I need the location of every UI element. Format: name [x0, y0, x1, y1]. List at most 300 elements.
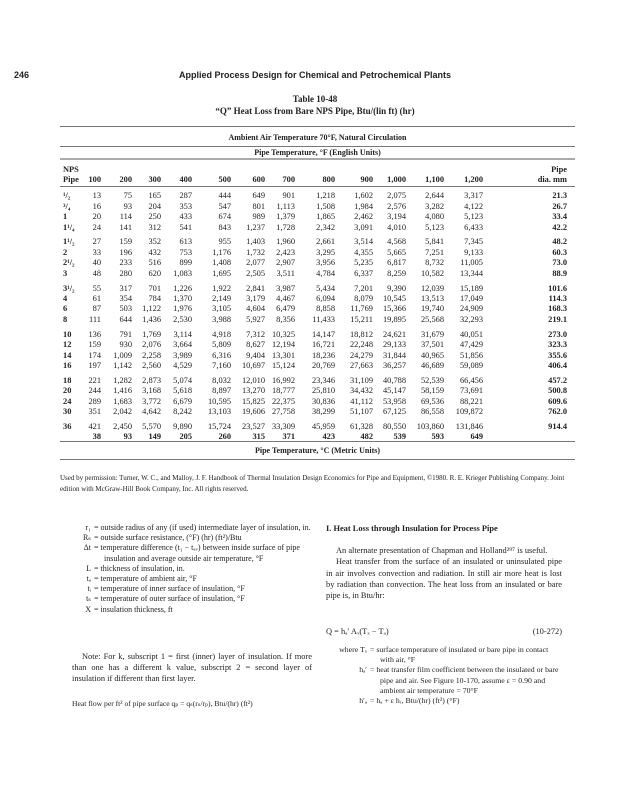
heat-loss-value: 24,279 [349, 350, 373, 360]
nps-size: 2¹/₂ [63, 258, 75, 268]
heat-loss-value: 899 [179, 258, 192, 268]
table-row [60, 248, 575, 258]
running-head: Applied Process Design for Chemical and Petrochemical Plants [178, 70, 452, 80]
definition [74, 594, 314, 604]
table-row [60, 417, 575, 432]
heat-loss-value: 8,897 [212, 386, 231, 396]
heat-loss-value: 1,922 [212, 283, 231, 293]
heat-loss-value: 674 [218, 212, 231, 222]
heat-loss-value: 103,860 [416, 421, 444, 431]
nps-size: 30 [63, 407, 72, 417]
heat-loss-value: 93 [123, 201, 132, 211]
heat-loss-value: 5,570 [142, 421, 161, 431]
equation-body: Q = hₐ′ Aₓ(Tₓ − Tₐ) [326, 627, 389, 636]
heat-loss-value: 3,194 [387, 212, 406, 222]
pipe-diameter: 273.0 [548, 329, 567, 339]
heat-loss-value: 66,456 [459, 375, 483, 385]
heat-loss-value: 18,812 [349, 329, 373, 339]
heat-loss-value: 10,697 [241, 360, 265, 370]
heat-loss-value: 4,529 [173, 360, 192, 370]
heat-loss-value: 88,221 [459, 396, 483, 406]
heat-loss-value: 1,142 [113, 360, 132, 370]
pipe-diameter: 26.7 [552, 201, 567, 211]
heat-loss-value: 10,325 [271, 329, 295, 339]
heat-loss-value: 5,809 [212, 340, 231, 350]
symbol: r₁ [85, 523, 91, 532]
definition-text: = temperature of ambient air, °F [94, 574, 197, 584]
heat-loss-value: 24,621 [382, 329, 406, 339]
heat-loss-value: 3,664 [173, 340, 192, 350]
heat-loss-value: 7,345 [464, 237, 483, 247]
metric-temperature: 371 [282, 432, 295, 442]
empty-cell [88, 165, 101, 175]
empty-cell [335, 165, 373, 175]
heat-loss-value: 165 [148, 191, 161, 201]
heat-loss-value: 46,689 [420, 360, 444, 370]
symbol: hₐ′ [359, 665, 367, 675]
heat-loss-value: 14,147 [311, 329, 335, 339]
heat-loss-value: 45,147 [382, 386, 406, 396]
empty-cell [132, 165, 161, 175]
heat-loss-value: 6,337 [354, 268, 373, 278]
heat-loss-value: 753 [179, 247, 192, 257]
table-condition: Ambient Air Temperature 70°F, Natural Circulation [228, 133, 407, 142]
heat-loss-value: 1,695 [212, 268, 231, 278]
heat-loss-value: 1,769 [142, 329, 161, 339]
symbol: tₐ [86, 574, 91, 584]
heat-loss-value: 19,606 [241, 407, 265, 417]
heat-loss-value: 1,113 [276, 201, 295, 211]
heat-loss-value: 620 [148, 268, 161, 278]
pipe-diameter: 21.3 [552, 191, 567, 201]
heat-loss-value: 31,679 [420, 329, 444, 339]
empty-cell [373, 165, 406, 175]
heat-loss-value: 12,039 [420, 283, 444, 293]
heat-loss-value: 10,595 [207, 396, 231, 406]
heat-loss-value: 1,083 [173, 268, 192, 278]
heat-loss-value: 12,194 [271, 340, 295, 350]
heat-loss-value: 1,408 [212, 258, 231, 268]
symbol: tₛ [86, 594, 91, 604]
nps-size: 3 [63, 268, 68, 278]
heat-loss-value: 204 [148, 201, 161, 211]
heat-loss-value: 36,257 [382, 360, 406, 370]
heat-loss-value: 2,530 [173, 314, 192, 324]
heat-loss-value: 12,010 [241, 375, 265, 385]
heat-loss-value: 221 [88, 375, 101, 385]
column-header: Pipe [551, 165, 567, 174]
heat-loss-value: 16 [92, 201, 101, 211]
header-row [60, 175, 575, 186]
heat-loss-value: 7,201 [354, 283, 373, 293]
nps-size: 3¹/₂ [63, 283, 75, 293]
heat-loss-value: 41,112 [350, 396, 373, 406]
heat-loss-value: 7,312 [246, 329, 265, 339]
heat-flow-formula: Heat flow per ft² of pipe surface qₚ = qₛ(rₛ/rₚ), Btu/(hr) (ft²) [72, 699, 253, 708]
heat-loss-value: 31,844 [382, 350, 406, 360]
heat-loss-value: 4,080 [425, 212, 444, 222]
symbol: tᵢ [87, 584, 91, 594]
nps-size: 20 [63, 386, 72, 396]
heat-loss-value: 3,179 [246, 293, 265, 303]
definition [74, 584, 314, 594]
heat-loss-value: 24 [92, 222, 101, 232]
heat-loss-value: 13,344 [459, 268, 483, 278]
pipe-diameter: 42.2 [552, 222, 567, 232]
heat-loss-value: 6,094 [316, 293, 335, 303]
heat-loss-value: 2,907 [276, 258, 295, 268]
heat-loss-value: 1,403 [246, 237, 265, 247]
heat-loss-value: 67,125 [382, 407, 406, 417]
nps-size: 16 [63, 360, 72, 370]
table-row [60, 279, 575, 294]
heat-loss-value: 15,189 [459, 283, 483, 293]
column-header: 100 [88, 175, 101, 185]
heat-loss-value: 5,927 [246, 314, 265, 324]
heat-loss-value: 15,124 [271, 360, 295, 370]
pipe-diameter: 33.4 [552, 212, 567, 222]
heat-loss-value: 351 [88, 407, 101, 417]
nps-size: 36 [63, 421, 72, 431]
definition-text: = outside surface resistance, (°F) (hr) (ft²)/Btu [94, 533, 242, 543]
heat-loss-value: 59,089 [459, 360, 483, 370]
heat-loss-value: 2,342 [316, 222, 335, 232]
heat-loss-value: 1,282 [113, 375, 132, 385]
heat-loss-value: 6,679 [173, 396, 192, 406]
heat-loss-value: 5,618 [173, 386, 192, 396]
heat-loss-value: 2,076 [142, 340, 161, 350]
heat-loss-value: 1,508 [316, 201, 335, 211]
heat-loss-value: 1,370 [173, 293, 192, 303]
heat-loss-value: 644 [119, 314, 132, 324]
heat-loss-value: 55 [92, 283, 101, 293]
heat-loss-value: 244 [88, 386, 101, 396]
heat-loss-value: 2,841 [246, 283, 265, 293]
metric-temperature: 315 [252, 432, 265, 442]
nps-size: 1¹/₄ [63, 222, 75, 232]
heat-loss-value: 20,769 [311, 360, 335, 370]
heat-loss-value: 5,235 [354, 258, 373, 268]
heat-loss-value: 159 [88, 340, 101, 350]
definition-text: = heat transfer film coefficient between the insulated or bare pipe and air. See Figure 10-170, assume ε = 0.90 and ambient air temperature = 70°F [370, 665, 559, 695]
heat-loss-value: 516 [148, 258, 161, 268]
heat-loss-value: 2,661 [316, 237, 335, 247]
divider [60, 158, 575, 160]
heat-loss-value: 5,123 [425, 222, 444, 232]
heat-loss-value: 801 [252, 201, 265, 211]
heat-loss-value: 5,074 [173, 375, 192, 385]
nps-size: 18 [63, 375, 72, 385]
column-header: Pipe [63, 175, 79, 185]
metric-temperature: 593 [431, 432, 444, 442]
column-header: 1,200 [464, 175, 483, 185]
nps-size: 12 [63, 340, 72, 350]
metric-units-header: Pipe Temperature, °C (Metric Units) [254, 446, 381, 455]
heat-loss-value: 11,769 [350, 304, 373, 314]
empty-cell [295, 165, 335, 175]
definition [306, 665, 562, 696]
pipe-diameter: 457.2 [548, 375, 567, 385]
heat-loss-value: 109,872 [455, 407, 483, 417]
heat-loss-value: 2,644 [425, 191, 444, 201]
heat-loss-value: 6,817 [387, 258, 406, 268]
heat-loss-value: 58,159 [420, 386, 444, 396]
heat-loss-value: 6,316 [212, 350, 231, 360]
heat-loss-value: 4,467 [276, 293, 295, 303]
heat-loss-value: 1,436 [142, 314, 161, 324]
heat-loss-value: 444 [218, 191, 231, 201]
pipe-diameter: 914.4 [548, 421, 567, 431]
heat-loss-value: 33,309 [271, 421, 295, 431]
heat-loss-value: 3,317 [464, 191, 483, 201]
pipe-diameter: 355.6 [548, 350, 567, 360]
heat-loss-value: 9,404 [246, 350, 265, 360]
pipe-diameter: 114.3 [548, 293, 567, 303]
definition [306, 696, 562, 706]
table-row [60, 315, 575, 325]
equation-number: (10-272) [532, 627, 562, 636]
definition-text: = outside radius of any (if used) intermediate layer of insulation, in. [94, 523, 311, 532]
empty-cell [231, 165, 265, 175]
heat-loss-value: 1,237 [246, 222, 265, 232]
table-row [60, 407, 575, 417]
heat-loss-value: 5,123 [464, 212, 483, 222]
heat-loss-value: 17,049 [459, 293, 483, 303]
heat-loss-value: 8,356 [276, 314, 295, 324]
heat-loss-value: 503 [119, 304, 132, 314]
heat-loss-value: 1,379 [276, 212, 295, 222]
definition-text: = temperature difference (t₁ − tₐᵥ) between inside surface of pipe insulation and average outside air temperature, °F [94, 543, 300, 563]
heat-loss-value: 4,918 [212, 329, 231, 339]
table-row [60, 361, 575, 371]
english-units-header: Pipe Temperature, °F (English Units) [254, 148, 381, 157]
divider [60, 146, 575, 147]
metric-temperature: 482 [360, 432, 373, 442]
table-title: “Q” Heat Loss from Bare NPS Pipe, Btu/(lin ft) (hr) [215, 106, 415, 116]
heat-loss-value: 3,168 [142, 386, 161, 396]
heat-loss-value: 317 [119, 283, 132, 293]
heat-loss-value: 40,788 [382, 375, 406, 385]
paragraph: Heat transfer from the surface of an insulated or uninsulated pipe in air involves convection and radiation. In still air more heat is lost by radiation than convection. The heat loss from an insulated or bare pipe is, in Btu/hr: [326, 557, 562, 601]
heat-loss-value: 791 [119, 329, 132, 339]
pipe-diameter: 60.3 [552, 247, 567, 257]
heat-loss-value: 3,105 [212, 304, 231, 314]
heat-loss-value: 1,176 [212, 247, 231, 257]
heat-loss-value: 23,527 [241, 421, 265, 431]
heat-loss-value: 4,122 [464, 201, 483, 211]
heat-loss-value: 11,005 [460, 258, 483, 268]
heat-loss-value: 8,858 [316, 304, 335, 314]
heat-loss-value: 37,501 [420, 340, 444, 350]
heat-loss-value: 353 [179, 201, 192, 211]
heat-loss-value: 7,160 [212, 360, 231, 370]
nps-size: 4 [63, 293, 68, 303]
heat-loss-value: 5,841 [425, 237, 444, 247]
definition [74, 533, 314, 543]
heat-loss-value: 2,560 [142, 360, 161, 370]
heat-loss-value: 32,293 [459, 314, 483, 324]
nps-size: ¹/₂ [63, 191, 71, 201]
symbol-definitions [74, 523, 314, 615]
heat-loss-value: 8,259 [387, 268, 406, 278]
header-row [60, 165, 575, 175]
heat-loss-value: 5,434 [316, 283, 335, 293]
heat-loss-value: 4,604 [246, 304, 265, 314]
heat-loss-value: 3,511 [276, 268, 295, 278]
divider [60, 126, 575, 127]
heat-loss-value: 27 [92, 237, 101, 247]
equation [326, 627, 562, 636]
heat-loss-value: 16,992 [271, 375, 295, 385]
heat-loss-value: 136 [88, 329, 101, 339]
column-header: NPS [63, 165, 79, 174]
heat-loss-value: 9,390 [387, 283, 406, 293]
heat-loss-value: 613 [179, 237, 192, 247]
empty-cell [406, 165, 444, 175]
heat-loss-value: 312 [148, 222, 161, 232]
heat-loss-value: 2,149 [212, 293, 231, 303]
nps-size: 24 [63, 396, 72, 406]
definition [74, 605, 314, 615]
heat-loss-value: 2,576 [387, 201, 406, 211]
heat-loss-value: 2,258 [142, 350, 161, 360]
heat-loss-value: 10,545 [382, 293, 406, 303]
table-row [60, 202, 575, 212]
divider [60, 459, 575, 460]
heat-loss-value: 61,328 [349, 421, 373, 431]
heat-loss-value: 114 [119, 212, 132, 222]
heat-loss-value: 2,075 [387, 191, 406, 201]
pipe-diameter: 88.9 [552, 268, 567, 278]
table-row [60, 351, 575, 361]
symbol: X [85, 604, 91, 614]
metric-temperature: 93 [123, 432, 132, 442]
table-row [60, 386, 575, 396]
symbol: h′ₐ [359, 696, 367, 706]
heat-loss-value: 4,568 [387, 237, 406, 247]
heat-loss-value: 8,032 [212, 375, 231, 385]
heat-loss-value: 18,236 [311, 350, 335, 360]
heat-loss-value: 141 [119, 222, 132, 232]
heat-loss-value: 989 [252, 212, 265, 222]
heat-loss-value: 8,627 [246, 340, 265, 350]
heat-loss-value: 18,777 [271, 386, 295, 396]
heat-loss-value: 174 [88, 350, 101, 360]
heat-loss-value: 1,984 [354, 201, 373, 211]
heat-loss-value: 6,433 [464, 222, 483, 232]
table-row [60, 212, 575, 222]
heat-loss-value: 901 [282, 191, 295, 201]
heat-loss-value: 48 [92, 268, 101, 278]
heat-loss-value: 13,270 [241, 386, 265, 396]
heat-loss-value: 15,724 [207, 421, 231, 431]
empty-cell [444, 165, 483, 175]
heat-loss-value: 10,582 [420, 268, 444, 278]
heat-loss-value: 1,732 [246, 247, 265, 257]
heat-loss-value: 432 [148, 247, 161, 257]
nps-size: 1¹/₂ [63, 237, 75, 247]
divider [60, 441, 575, 442]
definition [74, 523, 314, 533]
heat-loss-value: 250 [148, 212, 161, 222]
heat-loss-value: 8,242 [173, 407, 192, 417]
heat-loss-value: 3,988 [212, 314, 231, 324]
definition-text: = hₐ + ε hᵣ, Btu/(hr) (ft²) (°F) [370, 696, 460, 706]
heat-loss-value: 13 [92, 191, 101, 201]
heat-loss-value: 19,895 [382, 314, 406, 324]
definition [74, 564, 314, 574]
metric-temperature: 423 [322, 432, 335, 442]
heat-loss-value: 197 [88, 360, 101, 370]
column-header: 700 [282, 175, 295, 185]
heat-loss-value: 1,865 [316, 212, 335, 222]
heat-loss-value: 3,989 [173, 350, 192, 360]
table-row [60, 269, 575, 279]
page-number: 246 [14, 70, 30, 80]
heat-loss-value: 1,728 [276, 222, 295, 232]
heat-loss-value: 15,825 [241, 396, 265, 406]
metric-temperature: 149 [148, 432, 161, 442]
heat-loss-value: 61 [92, 293, 101, 303]
heat-loss-value: 45,959 [311, 421, 335, 431]
table-row [60, 304, 575, 314]
nps-size: 2 [63, 247, 68, 257]
heat-loss-value: 2,505 [246, 268, 265, 278]
heat-loss-value: 16,721 [311, 340, 335, 350]
heat-loss-value: 3,956 [316, 258, 335, 268]
column-header: 800 [322, 175, 335, 185]
heat-loss-value: 3,114 [173, 329, 192, 339]
nps-size: ³/₄ [63, 201, 71, 211]
nps-size: 1 [63, 212, 68, 222]
source-credit: Used by permission: Turner, W. C., and Malloy, J. F. Handbook of Thermal Insulation Design Economics for Pipe and Equipment, ©1980. R. E. Krieger Publishing Company. Joint edition with McGraw-Hill Book Company, Inc. All rights reserved. [60, 474, 565, 493]
table-row [60, 340, 575, 350]
pipe-diameter: 168.3 [548, 304, 567, 314]
heat-loss-value: 8,732 [425, 258, 444, 268]
column-header: 900 [360, 175, 373, 185]
heat-loss-value: 547 [218, 201, 231, 211]
empty-cell [192, 165, 231, 175]
symbol: Rₛ [82, 533, 91, 543]
heat-loss-value: 3,514 [354, 237, 373, 247]
definition [74, 543, 314, 563]
heat-loss-value: 86,558 [420, 407, 444, 417]
nps-size: 6 [63, 304, 68, 314]
heat-loss-value: 1,009 [113, 350, 132, 360]
pipe-diameter: 609.6 [548, 396, 567, 406]
metric-temperature: 649 [470, 432, 483, 442]
heat-loss-value: 131,846 [455, 421, 483, 431]
section-heading: I. Heat Loss through Insulation for Process Pipe [326, 524, 498, 533]
heat-loss-value: 433 [179, 212, 192, 222]
heat-loss-value: 73,691 [459, 386, 483, 396]
pipe-diameter: 73.0 [552, 258, 567, 268]
heat-loss-value: 51,107 [349, 407, 373, 417]
heat-loss-value: 51,856 [459, 350, 483, 360]
heat-loss-value: 2,042 [113, 407, 132, 417]
heat-loss-value: 3,295 [316, 247, 335, 257]
heat-loss-value: 4,355 [354, 247, 373, 257]
heat-loss-value: 159 [119, 237, 132, 247]
heat-loss-value: 30,836 [311, 396, 335, 406]
heat-loss-value: 9,890 [173, 421, 192, 431]
heat-loss-value: 25,810 [311, 386, 335, 396]
heat-loss-value: 1,683 [113, 396, 132, 406]
heat-loss-value: 15,211 [350, 314, 373, 324]
heat-loss-value: 23,346 [311, 375, 335, 385]
heat-loss-value: 701 [148, 283, 161, 293]
heat-loss-value: 75 [123, 191, 132, 201]
